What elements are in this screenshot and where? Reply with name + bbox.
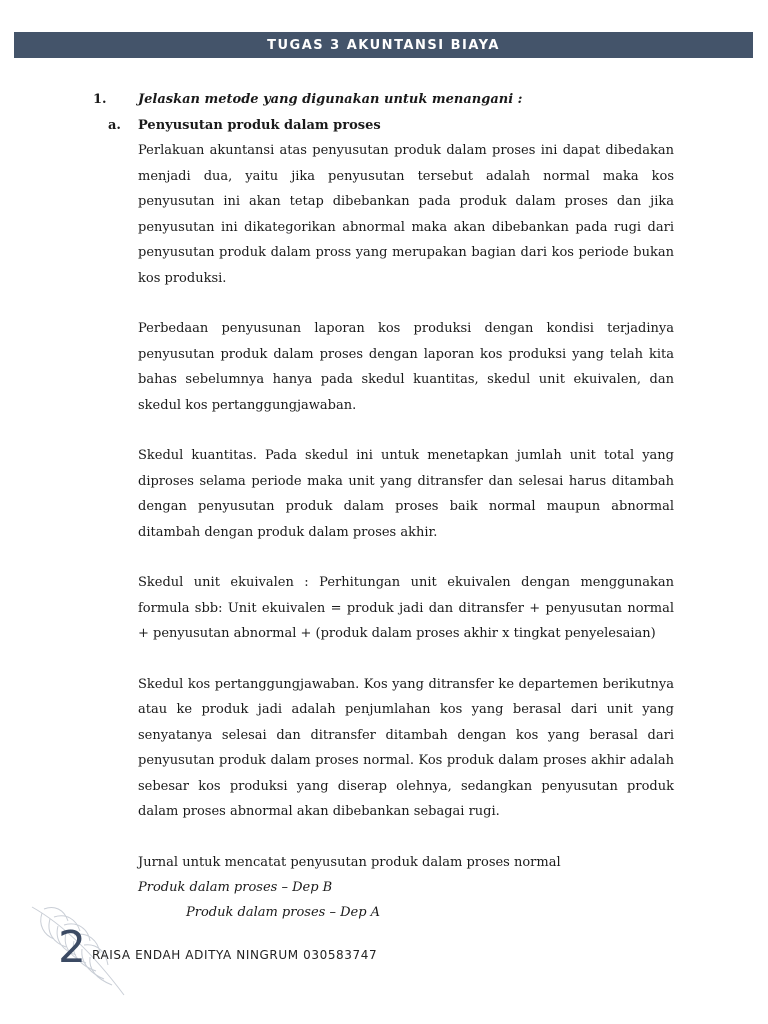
question-row xyxy=(0,87,768,113)
paragraph: Skedul unit ekuivalen : Perhitungan unit ekuivalen dengan menggunakan formula sbb: Unit ekuivalen = produk jadi dan ditransfer + penyusutan normal + penyusutan abnormal + (produk dalam proses akhir x tingkat penyelesaian) xyxy=(138,575,674,641)
paragraph: Perbedaan penyusunan laporan kos produksi dengan kondisi terjadinya penyusutan produk dalam proses dengan laporan kos produksi yang telah kita bahas sebelumnya hanya pada skedul kuantitas, skedul unit ekuivalen, dan skedul kos pertanggungjawaban. xyxy=(138,321,674,413)
page-footer xyxy=(58,918,758,978)
journal-credit-entry: Produk dalam proses – Dep A xyxy=(186,904,381,920)
subquestion-row xyxy=(0,113,768,139)
paragraph: Perlakuan akuntansi atas penyusutan produk dalam proses ini dapat dibedakan menjadi dua, yaitu jika penyusutan tersebut adalah normal maka kos penyusutan ini akan tetap dibebankan pada produk dalam proses dan jika penyusutan ini dikategorikan abnormal maka akan dibebankan pada rugi dari penyusutan produk dalam pross yang merupakan bagian dari kos periode bukan kos produksi. xyxy=(138,143,674,286)
question-title: Jelaskan metode yang digunakan untuk menangani : xyxy=(138,92,523,107)
question-number: 1. xyxy=(93,92,107,107)
document-body xyxy=(0,87,768,925)
paragraph: Skedul kos pertanggungjawaban. Kos yang ditransfer ke departemen berikutnya atau ke produk jadi adalah penjumlahan kos yang berasal dari unit yang senyatanya selesai dan ditransfer ditambah dengan kos yang berasal dari penyusutan produk dalam proses normal. Kos produk dalam proses akhir adalah sebesar kos produksi yang diserap olehnya, sedangkan penyusutan produk dalam proses abnormal akan dibebankan sebagai rugi. xyxy=(138,676,674,819)
author-name-id: RAISA ENDAH ADITYA NINGRUM 030583747 xyxy=(92,948,378,962)
subquestion-title: Penyusutan produk dalam proses xyxy=(138,117,381,133)
page-header-title: TUGAS 3 AKUNTANSI BIAYA xyxy=(267,37,500,53)
page-number: 2 xyxy=(58,922,86,973)
journal-debit-entry: Produk dalam proses – Dep B xyxy=(138,879,333,895)
page-header-bar xyxy=(14,32,753,58)
paragraph: Skedul kuantitas. Pada skedul ini untuk menetapkan jumlah unit total yang diproses selama periode maka unit yang ditransfer dan selesai harus ditambah dengan penyusutan produk dalam proses baik normal maupun abnormal ditambah dengan produk dalam proses akhir. xyxy=(138,448,674,540)
subquestion-letter: a. xyxy=(108,117,121,133)
journal-intro: Jurnal untuk mencatat penyusutan produk dalam proses normal xyxy=(138,854,561,870)
